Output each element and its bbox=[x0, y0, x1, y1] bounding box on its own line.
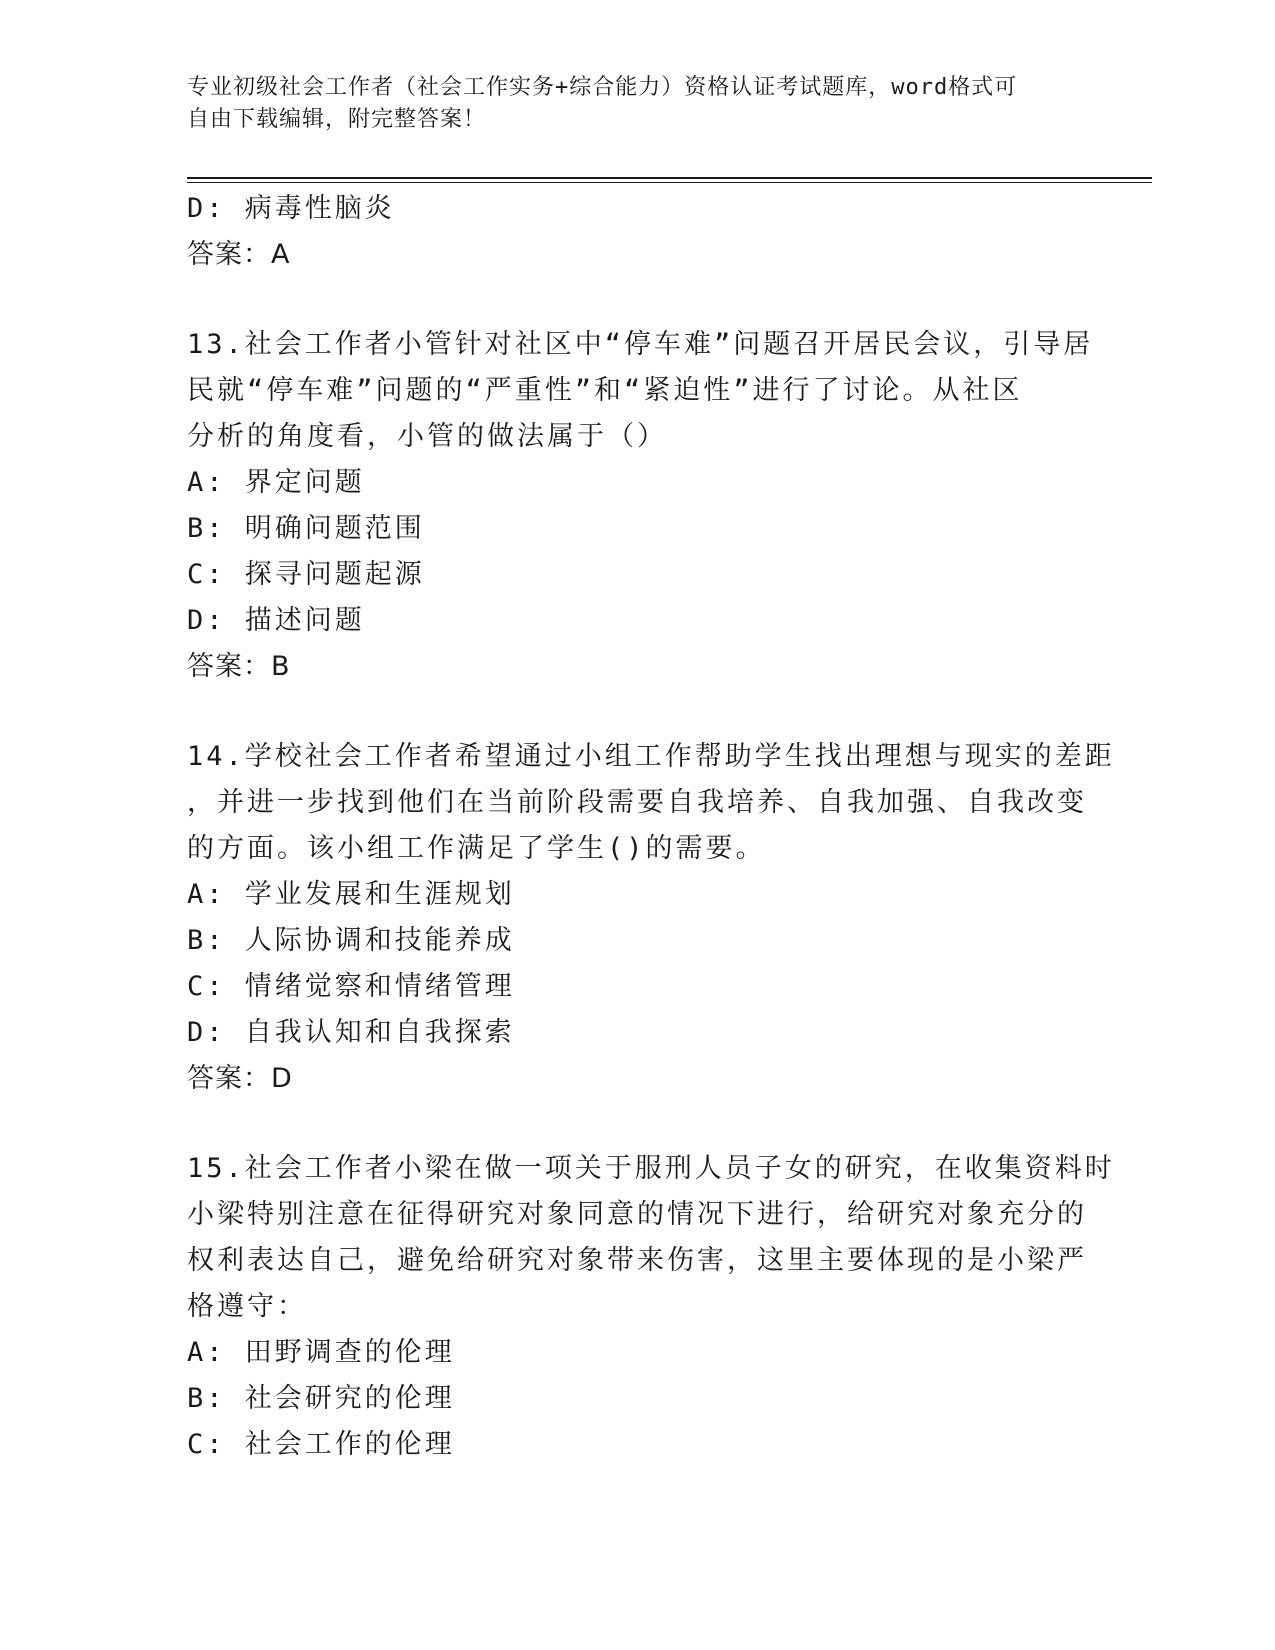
option-b: B: 明确问题范围 bbox=[187, 513, 425, 544]
header-divider bbox=[187, 177, 1152, 179]
answer-line: 答案：D bbox=[187, 1063, 293, 1094]
option-a: A: 界定问题 bbox=[187, 467, 365, 498]
previous-question-tail bbox=[187, 186, 1067, 278]
question-14 bbox=[187, 734, 1115, 1102]
answer-line: 答案：A bbox=[187, 239, 291, 270]
option-d: D: 病毒性脑炎 bbox=[187, 193, 395, 224]
option-c: C: 社会工作的伦理 bbox=[187, 1429, 455, 1460]
question-stem-line: 分析的角度看，小管的做法属于（） bbox=[187, 421, 667, 452]
option-a: A: 田野调查的伦理 bbox=[187, 1337, 455, 1368]
question-13 bbox=[187, 322, 1094, 690]
page-header bbox=[187, 72, 1087, 136]
question-stem-line: 的方面。该小组工作满足了学生()的需要。 bbox=[187, 833, 766, 864]
question-content bbox=[187, 186, 1115, 1468]
question-stem-line: 13.社会工作者小管针对社区中“停车难”问题召开居民会议，引导居 bbox=[187, 329, 1094, 360]
option-d: D: 自我认知和自我探索 bbox=[187, 1017, 515, 1048]
question-15 bbox=[187, 1146, 1115, 1468]
option-c: C: 情绪觉察和情绪管理 bbox=[187, 971, 515, 1002]
option-b: B: 社会研究的伦理 bbox=[187, 1383, 455, 1414]
option-a: A: 学业发展和生涯规划 bbox=[187, 879, 515, 910]
answer-line: 答案：B bbox=[187, 651, 291, 682]
option-b: B: 人际协调和技能养成 bbox=[187, 925, 515, 956]
header-line-2: 自由下载编辑，附完整答案！ bbox=[187, 107, 487, 132]
question-stem-line: 小梁特别注意在征得研究对象同意的情况下进行，给研究对象充分的 bbox=[187, 1199, 1087, 1230]
question-stem-line: ，并进一步找到他们在当前阶段需要自我培养、自我加强、自我改变 bbox=[187, 787, 1087, 818]
question-stem-line: 14.学校社会工作者希望通过小组工作帮助学生找出理想与现实的差距 bbox=[187, 741, 1115, 772]
question-stem-line: 15.社会工作者小梁在做一项关于服刑人员子女的研究，在收集资料时 bbox=[187, 1153, 1115, 1184]
header-line-1: 专业初级社会工作者（社会工作实务+综合能力）资格认证考试题库，word格式可 bbox=[187, 75, 1018, 100]
option-d: D: 描述问题 bbox=[187, 605, 365, 636]
header-divider-thin bbox=[187, 182, 1152, 183]
question-stem-line: 民就“停车难”问题的“严重性”和“紧迫性”进行了讨论。从社区 bbox=[187, 375, 1023, 406]
question-stem-line: 格遵守： bbox=[187, 1291, 307, 1322]
option-c: C: 探寻问题起源 bbox=[187, 559, 425, 590]
question-stem-line: 权利表达自己，避免给研究对象带来伤害，这里主要体现的是小梁严 bbox=[187, 1245, 1087, 1276]
